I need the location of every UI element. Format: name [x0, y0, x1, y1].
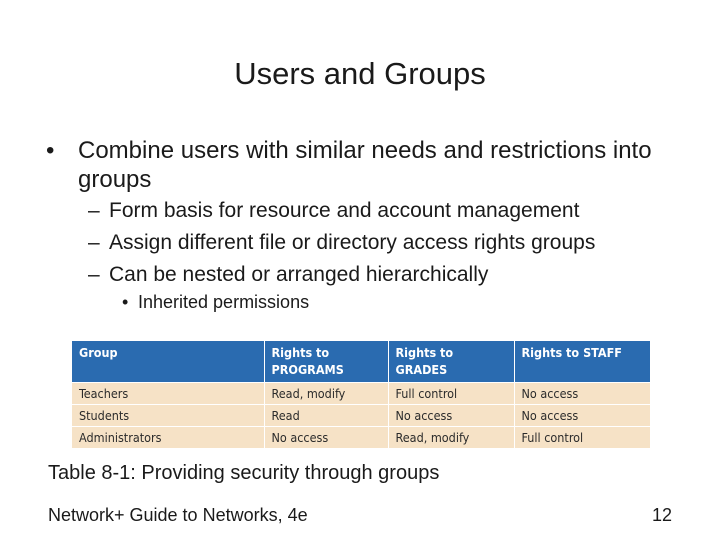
- sub-bullet-text: Can be nested or arranged hierarchically: [109, 263, 489, 286]
- header-staff: [514, 341, 650, 383]
- table-caption: Table 8-1: Providing security through groups: [48, 462, 440, 484]
- page-number: 12: [651, 505, 672, 525]
- table-cell: Read, modify: [388, 427, 514, 449]
- bullet-dot: •: [46, 137, 55, 164]
- table-cell: Full control: [514, 427, 650, 449]
- table-row: [72, 427, 650, 449]
- sub-bullet-text: Form basis for resource and account management: [109, 199, 580, 222]
- header-line: Rights to: [395, 345, 454, 360]
- table-cell: No access: [514, 405, 650, 427]
- slide-title: Users and Groups: [234, 56, 486, 91]
- group-rights-table: [72, 341, 650, 448]
- table-row: [72, 405, 650, 427]
- header-group: [72, 341, 264, 383]
- sub-sub-bullet-text: Inherited permissions: [138, 292, 310, 312]
- header-grades: [388, 341, 514, 383]
- header-line: Rights to STAFF: [521, 345, 622, 360]
- header-line: Group: [79, 345, 118, 360]
- table-cell: No access: [264, 427, 388, 449]
- bullet-dash: –: [88, 263, 100, 286]
- bullet-dash: –: [88, 199, 100, 222]
- header-line: GRADES: [395, 362, 448, 377]
- table-header-row: [72, 341, 650, 383]
- table-cell: Teachers: [72, 383, 264, 405]
- header-line: Rights to: [271, 345, 330, 360]
- table-cell: No access: [514, 383, 650, 405]
- bullet-dash: –: [88, 231, 100, 254]
- table-cell: Full control: [388, 383, 514, 405]
- table-cell: Administrators: [72, 427, 264, 449]
- footer-source: Network+ Guide to Networks, 4e: [48, 505, 308, 525]
- table-row: [72, 383, 650, 405]
- header-line: PROGRAMS: [271, 362, 344, 377]
- table-cell: Read, modify: [264, 383, 388, 405]
- table-cell: No access: [388, 405, 514, 427]
- table-cell: Read: [264, 405, 388, 427]
- table-cell: Students: [72, 405, 264, 427]
- sub-bullet-text: Assign different file or directory access rights groups: [109, 231, 596, 254]
- main-bullet-text: Combine users with similar needs and restrictions into groups: [78, 137, 652, 193]
- bullet-dot: •: [122, 292, 129, 312]
- header-programs: [264, 341, 388, 383]
